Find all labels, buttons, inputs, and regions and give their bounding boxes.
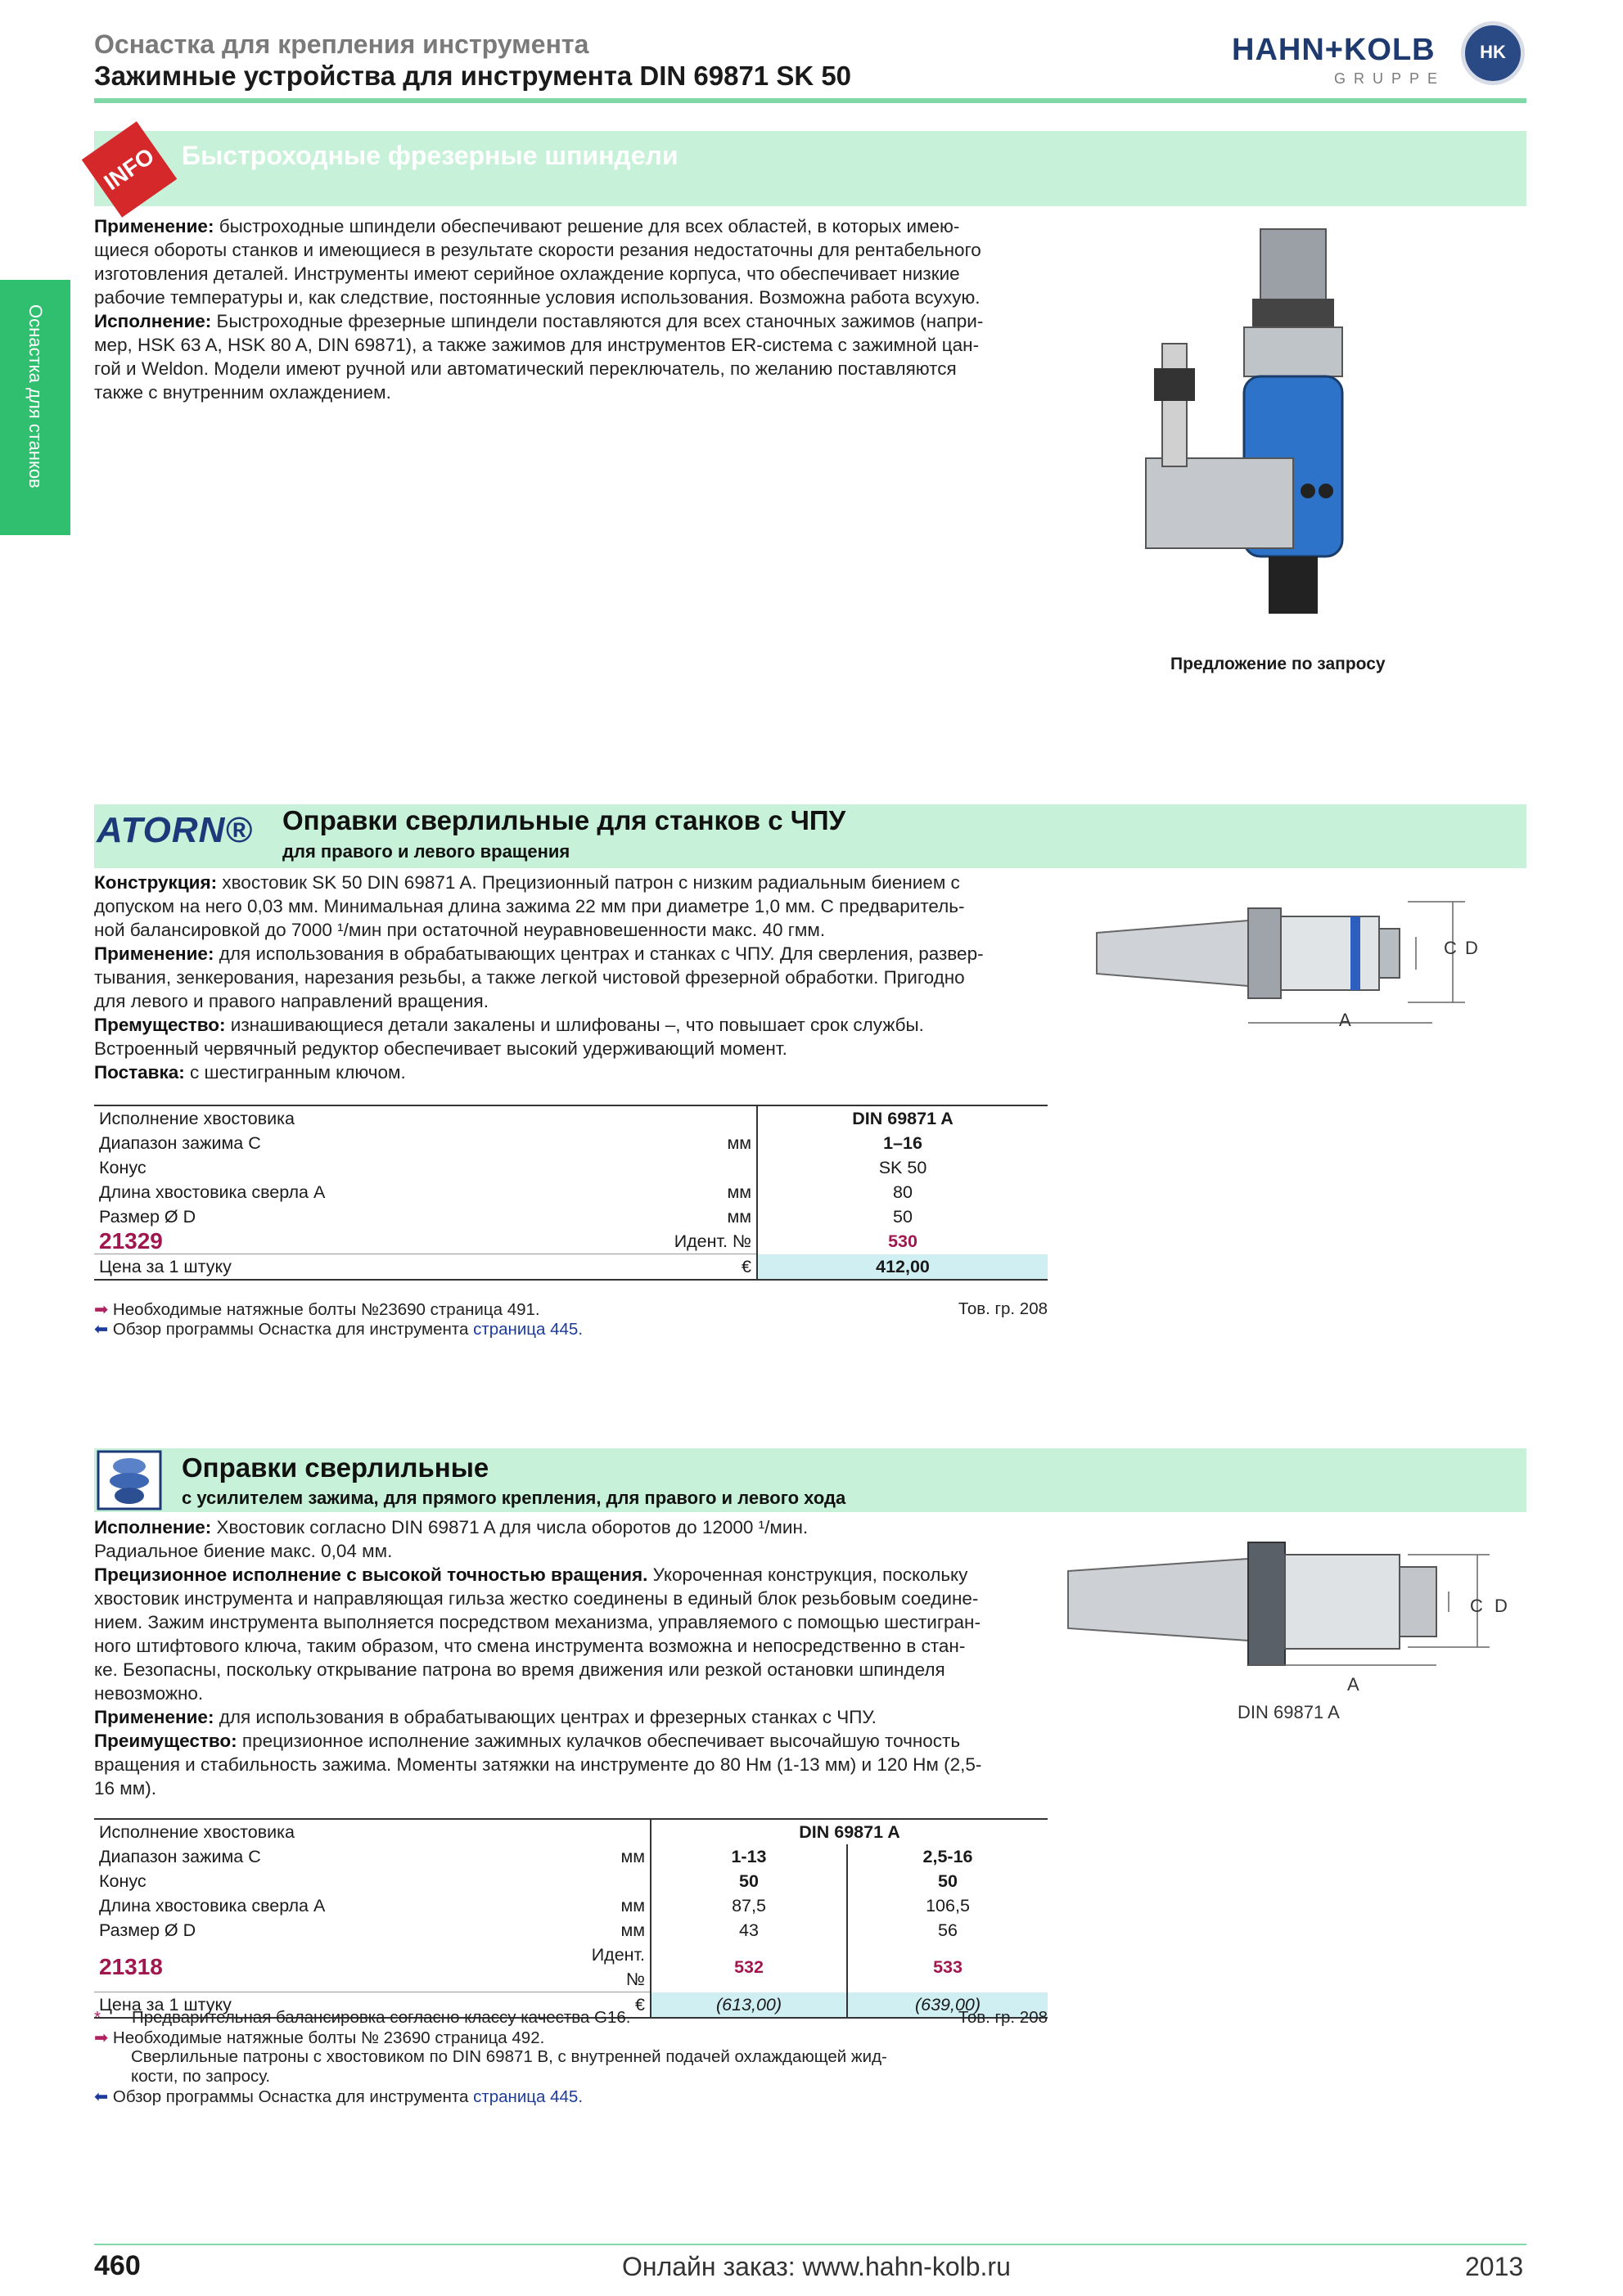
info-section-title: Быстроходные фрезерные шпиндели	[182, 141, 679, 170]
text-line-body: Быстроходные фрезерные шпиндели поставляются для всех станочных зажимов (напри-	[211, 311, 984, 331]
section2-ident-label: Идент. №	[591, 1945, 645, 1989]
row-unit: мм	[620, 1896, 645, 1916]
row-unit	[569, 1869, 651, 1893]
brand-emblem-icon: HK	[1461, 21, 1525, 85]
section2-note-overview-text: Обзор программы Оснастка для инструмента	[112, 2087, 474, 2106]
section2-article-number: 21318	[99, 1954, 163, 1979]
section1-dim-a: A	[1339, 1010, 1351, 1030]
table-row	[94, 1844, 1048, 1869]
text-line-label: Применение:	[94, 943, 214, 964]
spindle-image	[1129, 221, 1408, 646]
info-description	[94, 214, 1060, 404]
table-row	[94, 1918, 1048, 1943]
text-line-body: с шестигранным ключом.	[184, 1062, 406, 1083]
header-category: Оснастка для крепления инструмента	[94, 29, 589, 59]
info-logo-icon: INFO	[82, 121, 177, 217]
section2-standard-icon	[97, 1450, 162, 1510]
text-line	[94, 918, 1060, 942]
section2-note-bolts: ➡ Необходимые натяжные болты № 23690 страница 492.	[94, 2028, 545, 2047]
section1-price-label: Цена за 1 штуку	[94, 1254, 659, 1281]
section2-header-row	[94, 1819, 1048, 1844]
text-line-body: Хвостовик согласно DIN 69871 A для числа оборотов до 12000 ¹/мин.	[211, 1517, 809, 1537]
text-line-label: Исполнение:	[94, 311, 212, 331]
text-line	[94, 1634, 1060, 1658]
text-line-body: изнашивающиеся детали закалены и шлифованы –, что повышает срок службы.	[225, 1015, 924, 1035]
row-value: SK 50	[757, 1155, 1048, 1180]
row-unit: мм	[727, 1182, 751, 1202]
section1-subtitle: для правого и левого вращения	[282, 841, 570, 862]
header-divider	[94, 98, 1526, 103]
row-label: Исполнение хвостовика	[99, 1109, 295, 1128]
section2-description	[94, 1515, 1060, 1800]
row-label: Конус	[99, 1871, 147, 1891]
section2-spec-table	[94, 1818, 1048, 2019]
section1-group: Тов. гр. 208	[958, 1299, 1048, 1318]
section1-note-overview-text: Обзор программы Оснастка для инструмента	[112, 1320, 474, 1339]
row-label: Конус	[99, 1158, 147, 1177]
text-line-label: Поставка:	[94, 1062, 185, 1083]
text-line-label: Преимущество:	[94, 1731, 237, 1751]
row-value-1: 87,5	[651, 1893, 847, 1918]
table-row	[94, 1155, 1048, 1180]
text-line-body: прецизионное исполнение зажимных кулачков обеспечивает высочайшую точность	[237, 1731, 961, 1751]
text-line	[94, 214, 1060, 238]
table-row	[94, 1869, 1048, 1893]
section2-price-label: Цена за 1 штуку	[94, 1992, 569, 2019]
section2-image-caption: DIN 69871 A	[1238, 1702, 1340, 1722]
section2-title: Оправки сверлильные	[182, 1452, 489, 1483]
section1-note-bolts-text: Необходимые натяжные болты №23690 страница 491.	[112, 1300, 540, 1319]
row-value: 1–16	[757, 1131, 1048, 1155]
text-line	[94, 1563, 1060, 1587]
section2-subtitle: с усилителем зажима, для прямого крепления, для правого и левого хода	[182, 1488, 846, 1508]
text-line	[94, 1037, 1060, 1060]
section1-ident-label: Идент. №	[674, 1231, 751, 1251]
section1-ident-number: 530	[757, 1229, 1048, 1254]
section1-title: Оправки сверлильные для станков с ЧПУ	[282, 805, 846, 835]
footer-year: 2013	[1465, 2252, 1524, 2281]
section1-currency: €	[659, 1254, 757, 1281]
text-line-body: хвостовик инструмента и направляющая гильза жестко соединены в единый блок резьбовым соедине-	[94, 1588, 979, 1609]
text-line	[94, 894, 1060, 918]
text-line-body: для левого и правого направлений вращения.	[94, 991, 489, 1011]
side-tab[interactable]	[0, 280, 70, 535]
section1-note-overview: ⬅ Обзор программы Оснастка для инструмента страница 445.	[94, 1320, 584, 1339]
section2-dim-d: D	[1495, 1596, 1508, 1616]
section2-note-bolts-text: Необходимые натяжные болты № 23690 страница 492.	[112, 2028, 545, 2047]
footer-divider	[94, 2244, 1526, 2245]
text-line	[94, 357, 1060, 380]
section2-dim-a: A	[1347, 1674, 1359, 1695]
text-line	[94, 262, 1060, 286]
section1-spec-table	[94, 1105, 1048, 1281]
section2-note-overview: ⬅ Обзор программы Оснастка для инструмента страница 445.	[94, 2087, 584, 2106]
text-line-body: быстроходные шпиндели обеспечивают решение для всех областей, в которых имею-	[214, 216, 960, 236]
section2-ident-2: 533	[847, 1943, 1048, 1992]
text-line-body: вращения и стабильность зажима. Моменты затяжки на инструменте до 80 Нм (1-13 мм) и 120 Нм (2,5-	[94, 1754, 982, 1775]
footer-order-link[interactable]: Онлайн заказ: www.hahn-kolb.ru	[622, 2252, 1011, 2281]
text-line	[94, 1729, 1060, 1753]
side-tab-label: Оснастка для станков	[25, 304, 46, 488]
section2-note-balancing-text: Предварительная балансировка согласно классу качества G16.	[132, 2008, 631, 2027]
section2-group: Тов. гр. 208	[958, 2008, 1048, 2027]
text-line	[94, 1776, 1060, 1800]
table-row	[94, 1180, 1048, 1204]
brand-logo-text: HAHN+KOLB	[1232, 33, 1436, 67]
text-line-body: изготовления деталей. Инструменты имеют серийное охлаждение корпуса, что обеспечивает низкие	[94, 263, 960, 284]
text-line-body: хвостовик SK 50 DIN 69871 A. Прецизионный патрон с низким радиальным биением с	[217, 872, 960, 893]
text-line-body: также с внутренним охлаждением.	[94, 382, 391, 403]
text-line-body: рабочие температуры и, как следствие, постоянные условия использования. Возможна работа всухую.	[94, 287, 981, 308]
row-unit	[659, 1155, 757, 1180]
text-line	[94, 1587, 1060, 1610]
text-line-body: Укороченная конструкция, поскольку	[647, 1564, 968, 1585]
text-line-body: допуском на него 0,03 мм. Минимальная длина зажима 22 мм при диаметре 1,0 мм. С предваритель-	[94, 896, 965, 916]
text-line	[94, 1539, 1060, 1563]
text-line-body: гой и Weldon. Модели имеют ручной или автоматический переключатель, по желанию поставляются	[94, 358, 957, 379]
section1-price: 412,00	[757, 1254, 1048, 1281]
section1-description	[94, 871, 1060, 1084]
section2-article-row	[94, 1943, 1048, 1992]
section2-currency: €	[569, 1992, 651, 2019]
row-value-1: 43	[651, 1918, 847, 1943]
section2-dim-c: C	[1470, 1596, 1483, 1616]
text-line	[94, 238, 1060, 262]
page-title: Зажимные устройства для инструмента DIN 69871 SK 50	[94, 61, 852, 91]
text-line-body: ной балансировкой до 7000 ¹/мин при остаточной неуравновешенности макс. 40 гмм.	[94, 920, 826, 940]
row-label: Длина хвостовика сверла А	[99, 1182, 326, 1202]
section1-dim-d: D	[1465, 938, 1478, 958]
text-line	[94, 871, 1060, 894]
text-line-body: Радиальное биение макс. 0,04 мм.	[94, 1541, 393, 1561]
text-line-body: ке. Безопасны, поскольку открывание патрона во время движения или резкой остановки шпинделя	[94, 1659, 945, 1680]
text-line	[94, 286, 1060, 309]
section2-header-value: DIN 69871 A	[651, 1819, 1048, 1844]
row-label: Диапазон зажима С	[99, 1847, 261, 1866]
section1-price-row	[94, 1254, 1048, 1281]
text-line-body: тывания, зенкерования, нарезания резьбы, а также легкой чистовой фрезерной обработки. Пригодно	[94, 967, 965, 988]
text-line	[94, 333, 1060, 357]
text-line	[94, 1515, 1060, 1539]
row-value-2: 106,5	[847, 1893, 1048, 1918]
section2-ident-1: 532	[651, 1943, 847, 1992]
brand-logo-subtitle: GRUPPE	[1334, 70, 1446, 87]
text-line-label: Применение:	[94, 216, 214, 236]
section2-drill-chuck-image	[1064, 1530, 1522, 1677]
section2-price-1: (613,00)	[651, 1992, 847, 2019]
text-line-label: Премущество:	[94, 1015, 226, 1035]
text-line	[94, 942, 1060, 966]
row-unit: мм	[727, 1133, 751, 1153]
row-label: Длина хвостовика сверла А	[99, 1896, 326, 1916]
section2-price-2: (639,00)	[847, 1992, 1048, 2019]
row-value-2: 50	[847, 1869, 1048, 1893]
text-line	[94, 1610, 1060, 1634]
text-line-label: Прецизионное исполнение с высокой точностью вращения.	[94, 1564, 648, 1585]
section1-note-bolts: ➡ Необходимые натяжные болты №23690 страница 491. Тов. гр. 208	[94, 1299, 1048, 1319]
text-line-body: мер, HSK 63 A, HSK 80 A, DIN 69871), а также зажимов для инструментов ER-система с зажимной цан-	[94, 335, 980, 355]
text-line-body: Встроенный червячный редуктор обеспечивает высокий удерживающий момент.	[94, 1038, 787, 1059]
table-row	[94, 1204, 1048, 1229]
text-line-body: для использования в обрабатывающих центрах и фрезерных станках с ЧПУ.	[214, 1707, 877, 1727]
text-line-body: щиеся обороты станков и имеющиеся в результате скорости резания недостаточны для рентабельного	[94, 240, 981, 260]
section1-article-number: 21329	[99, 1228, 163, 1254]
row-unit	[659, 1105, 757, 1131]
row-value-1: 50	[651, 1869, 847, 1893]
section2-note-star: *	[94, 2008, 101, 2027]
section2-note-extra-1: Сверлильные патроны с хвостовиком по DIN 69871 B, с внутренней подачей охлаждающей жид-	[131, 2047, 887, 2066]
text-line-body: 16 мм).	[94, 1778, 156, 1799]
section1-article-row	[94, 1229, 1048, 1254]
row-unit: мм	[620, 1847, 645, 1866]
text-line-body: для использования в обрабатывающих центрах и станках с ЧПУ. Для сверления, развер-	[214, 943, 984, 964]
row-unit: мм	[620, 1920, 645, 1940]
info-image-caption: Предложение по запросу	[1170, 655, 1386, 673]
section2-header-label: Исполнение хвостовика	[99, 1822, 295, 1842]
text-line-body: ного штифтового ключа, таким образом, что смена инструмента возможна и непосредственно в стан-	[94, 1636, 966, 1656]
row-label: Размер Ø D	[99, 1920, 196, 1940]
page-number: 460	[94, 2250, 141, 2281]
text-line-body: нием. Зажим инструмента выполняется посредством механизма, управляемого с помощью шестигран-	[94, 1612, 981, 1632]
text-line-label: Конструкция:	[94, 872, 218, 893]
section2-note-extra-2: кости, по запросу.	[131, 2067, 271, 2086]
text-line	[94, 309, 1060, 333]
text-line	[94, 1705, 1060, 1729]
row-value: 80	[757, 1180, 1048, 1204]
section1-drill-chuck-image	[1089, 884, 1498, 1047]
text-line	[94, 1753, 1060, 1776]
row-value-2: 2,5-16	[847, 1844, 1048, 1869]
row-value: DIN 69871 A	[757, 1105, 1048, 1131]
text-line-label: Исполнение:	[94, 1517, 212, 1537]
table-row	[94, 1105, 1048, 1131]
text-line	[94, 966, 1060, 989]
section2-note-balancing	[94, 2008, 1048, 2028]
text-line	[94, 1013, 1060, 1037]
row-value-2: 56	[847, 1918, 1048, 1943]
atorn-logo: ATORN®	[97, 810, 253, 850]
row-value: 50	[757, 1204, 1048, 1229]
section1-overview-link[interactable]: страница 445.	[473, 1320, 584, 1339]
text-line	[94, 989, 1060, 1013]
text-line	[94, 1658, 1060, 1681]
table-row	[94, 1893, 1048, 1918]
section1-dim-c: C	[1444, 938, 1457, 958]
table-row	[94, 1131, 1048, 1155]
row-label: Диапазон зажима С	[99, 1133, 261, 1153]
text-line-label: Применение:	[94, 1707, 214, 1727]
row-label: Размер Ø D	[99, 1207, 196, 1227]
row-unit: мм	[727, 1207, 751, 1227]
text-line	[94, 1681, 1060, 1705]
text-line	[94, 380, 1060, 404]
section2-overview-link[interactable]: страница 445.	[473, 2087, 584, 2106]
row-value-1: 1-13	[651, 1844, 847, 1869]
text-line	[94, 1060, 1060, 1084]
text-line-body: невозможно.	[94, 1683, 204, 1704]
